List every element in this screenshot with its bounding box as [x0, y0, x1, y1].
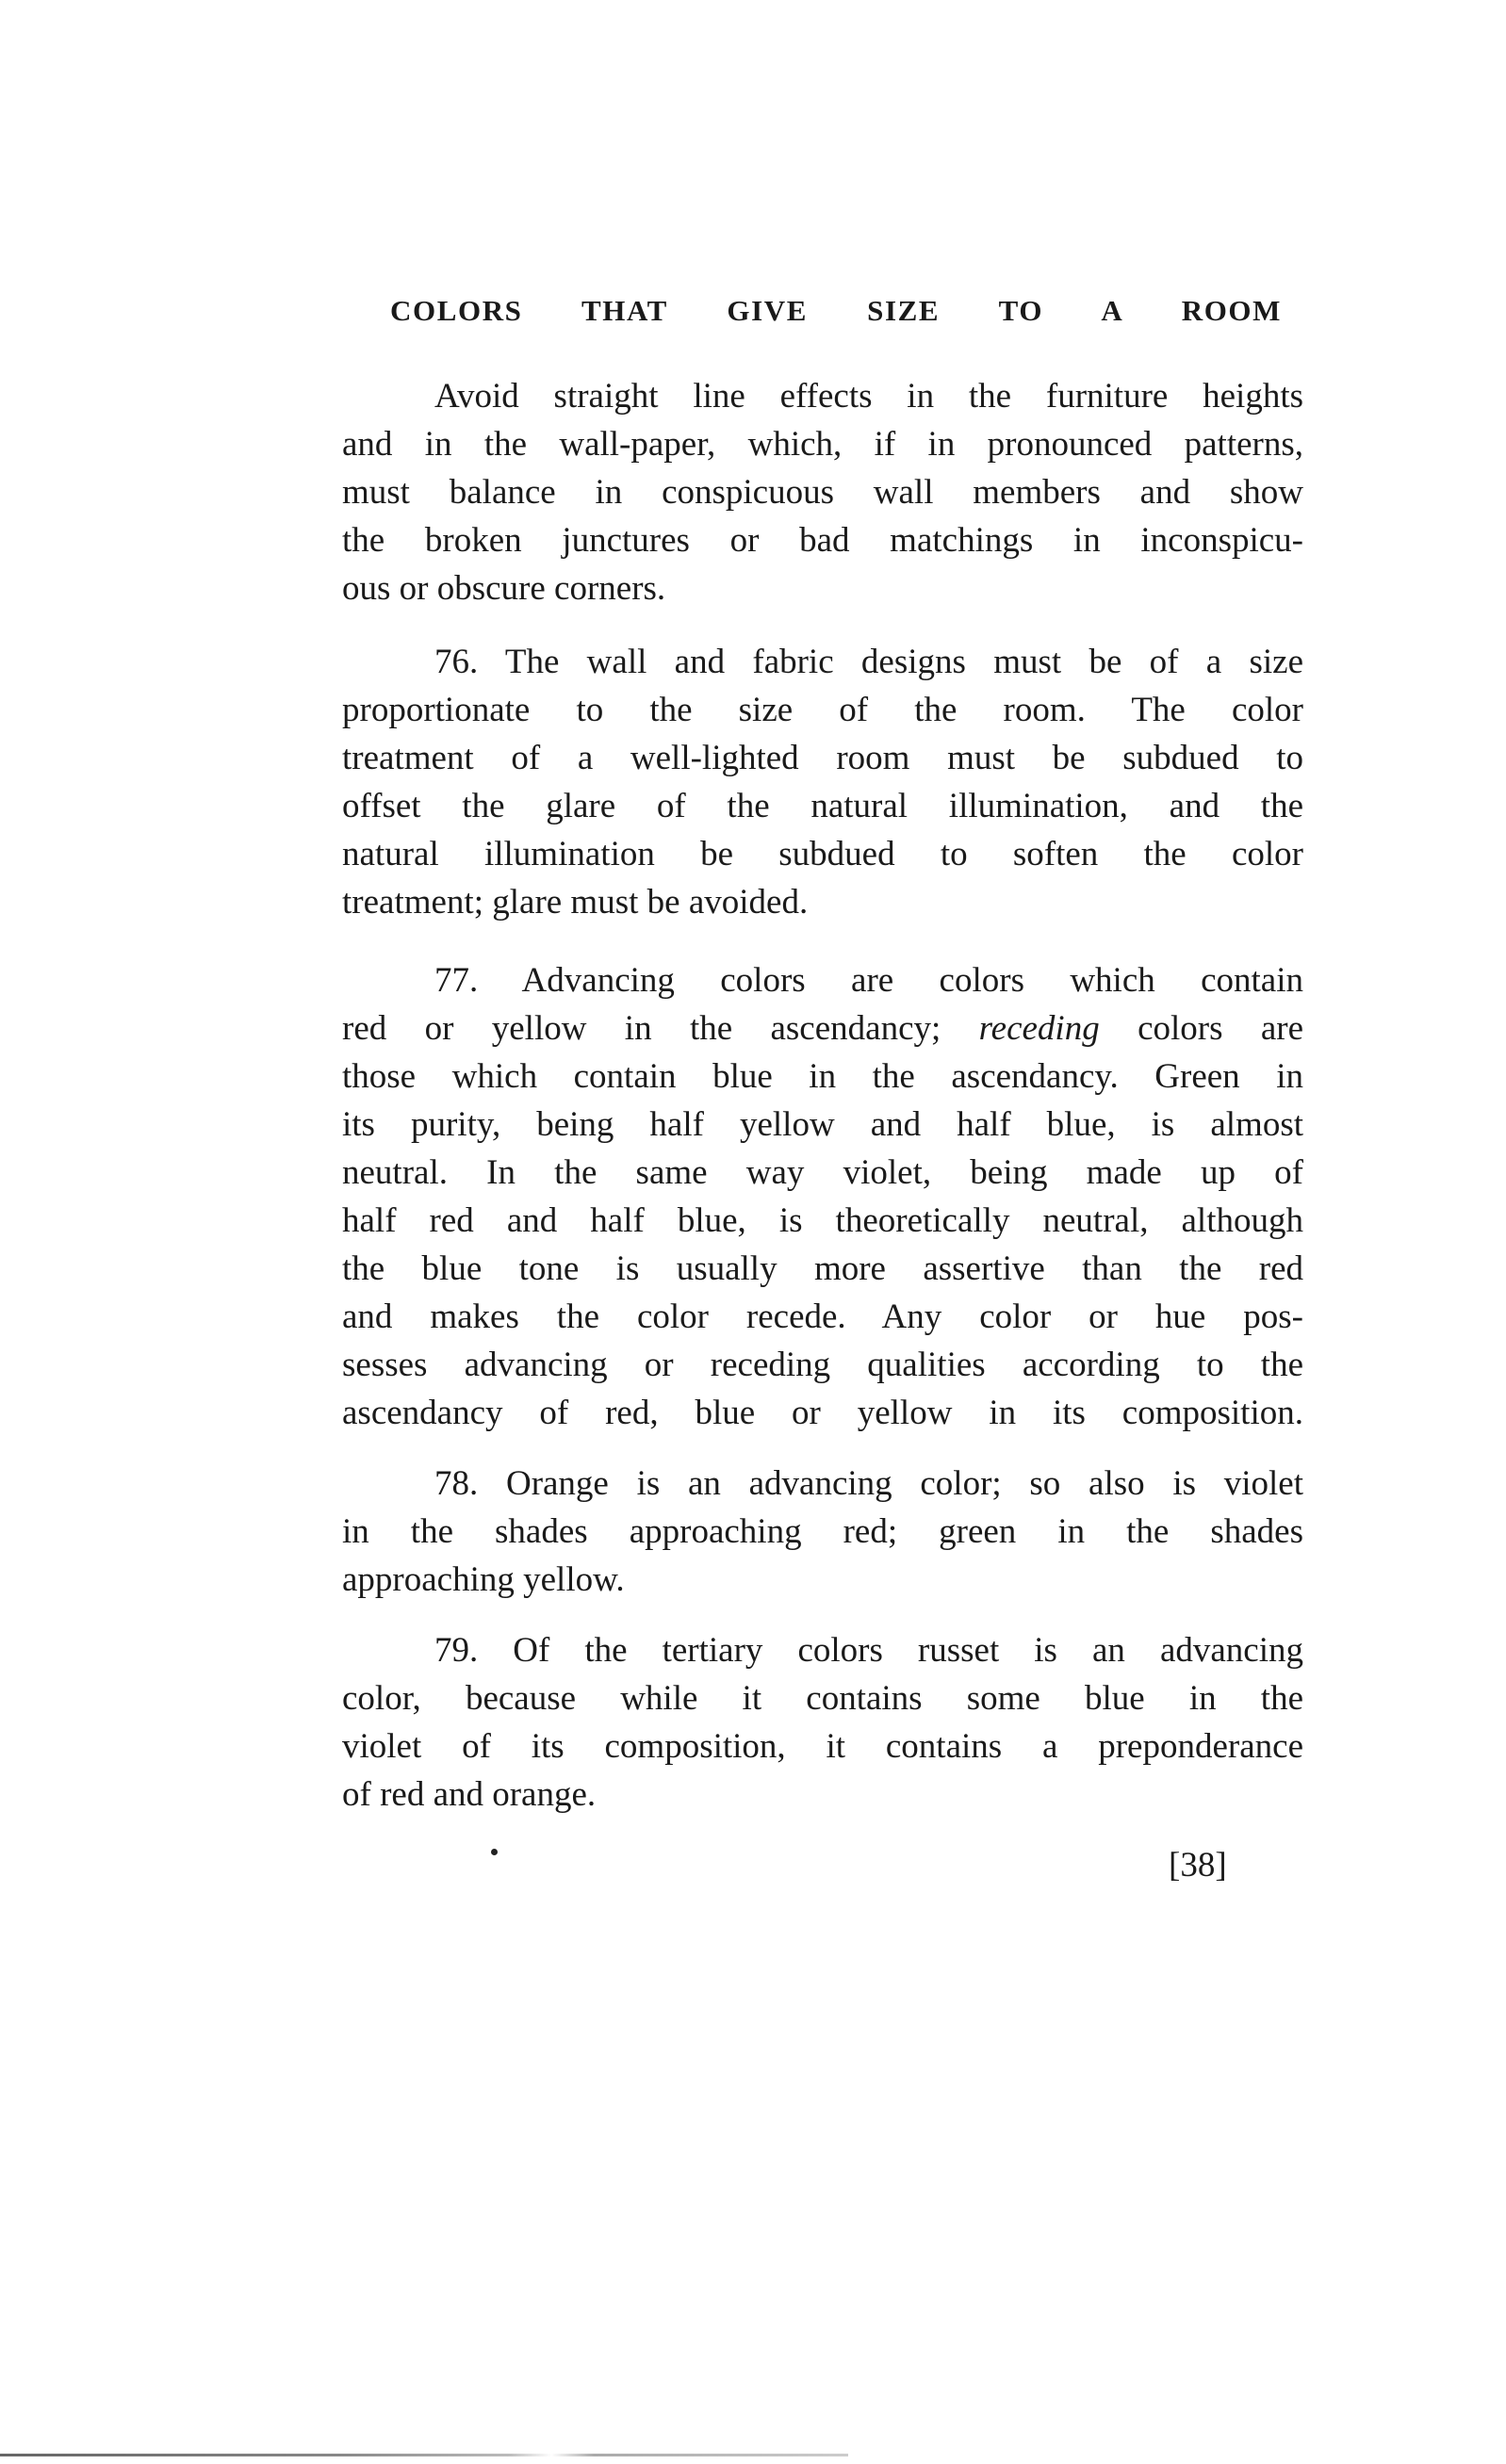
text-segment: red or yellow in the ascendancy; — [342, 1009, 979, 1048]
text-line: sesses advancing or receding qualities according to the — [342, 1346, 1303, 1384]
text-line: Avoid straight line effects in the furniture heights — [434, 377, 1303, 416]
text-segment: colors are — [1099, 1009, 1304, 1048]
text-line: and makes the color recede. Any color or hue pos- — [342, 1297, 1303, 1336]
text-line: natural illumination be subdued to soften the color — [342, 835, 1303, 873]
text-line: half red and half blue, is theoretically neutral, although — [342, 1201, 1303, 1240]
text-line: 78. Orange is an advancing color; so also is violet — [434, 1464, 1303, 1503]
text-line: in the shades approaching red; green in the shades — [342, 1512, 1303, 1551]
text-line: color, because while it contains some blue in the — [342, 1679, 1303, 1718]
text-line: violet of its composition, it contains a preponderance — [342, 1727, 1303, 1766]
text-line: of red and orange. — [342, 1775, 597, 1814]
text-line: proportionate to the size of the room. The color — [342, 691, 1303, 729]
text-line: 76. The wall and fabric designs must be of a size — [434, 643, 1303, 681]
text-line: treatment; glare must be avoided. — [342, 883, 809, 922]
text-line: offset the glare of the natural illumination, and the — [342, 787, 1303, 825]
text-line: the blue tone is usually more assertive than the red — [342, 1249, 1303, 1288]
text-line: ous or obscure corners. — [342, 569, 666, 608]
section-heading: COLORS THAT GIVE SIZE TO A ROOM — [390, 294, 1282, 327]
text-line: 77. Advancing colors are colors which contain — [434, 961, 1303, 1000]
paragraph-78 — [342, 1460, 1303, 1604]
text-line: treatment of a well-lighted room must be subdued to — [342, 739, 1303, 777]
italic-term: receding — [978, 1009, 1100, 1048]
text-line: and in the wall-paper, which, if in pronounced patterns, — [342, 425, 1303, 464]
text-line: approaching yellow. — [342, 1560, 625, 1599]
ink-speck — [491, 1849, 498, 1855]
scan-edge-line — [0, 2454, 848, 2456]
page-number: [38] — [1169, 1846, 1227, 1885]
text-line: neutral. In the same way violet, being made up of — [342, 1153, 1303, 1192]
text-line: its purity, being half yellow and half blue, is almost — [342, 1105, 1303, 1144]
paragraph-intro — [342, 372, 1303, 612]
paragraph-79 — [342, 1626, 1303, 1819]
text-line: must balance in conspicuous wall members and show — [342, 473, 1303, 512]
text-line: the broken junctures or bad matchings in inconspicu- — [342, 521, 1303, 560]
paragraph-76 — [342, 638, 1303, 926]
text-line — [342, 1004, 1303, 1053]
text-line: those which contain blue in the ascendancy. Green in — [342, 1057, 1303, 1096]
paragraph-77 — [342, 956, 1303, 1437]
text-line: ascendancy of red, blue or yellow in its composition. — [342, 1394, 1303, 1432]
text-line: 79. Of the tertiary colors russet is an advancing — [434, 1631, 1303, 1670]
